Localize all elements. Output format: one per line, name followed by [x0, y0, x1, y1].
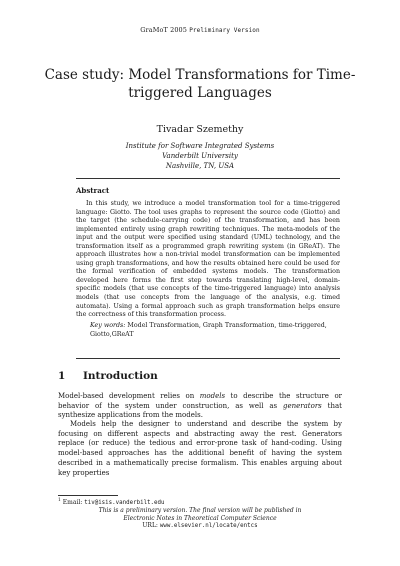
abstract-text: In this study, we introduce a model transformation tool for a time-triggered language: Giotto. The tool uses graphs to represent the source code (Giotto) and the target (the schedule-carrying code) of the transformation, and has been implemented entirely using graph rewriting techniques. The meta-models of the input and the output were specified using standard (UML) technology, and the transformation itself as a programmed graph rewriting system (in GReAT). The approach illustrates how a non-trivial model transformation can be implemented using graph transformations, and how the results obtained here could be used for the formal verification of embedded systems models. The transformation developed here forms the first step towards translating high-level, domain-specific models (that use concepts of the time-triggered language) into analysis models (that use concepts from the language of the analysis, e.g. timed automata). Using a formal approach such as graph transformation helps ensure the correctness of this transformation process.: [76, 200, 340, 319]
preliminary-note: [0, 507, 400, 531]
section-heading: [58, 370, 158, 382]
p1-emphasis-generators: generators: [283, 401, 322, 410]
footnote: [58, 498, 165, 506]
keywords-value: Model Transformation, Graph Transformation, time-triggered, Giotto,GReAT: [90, 322, 327, 338]
paper-title: Case study: Model Transformations for Time-triggered Languages: [44, 67, 356, 101]
paragraph-2: Models help the designer to understand and describe the system by focusing on different aspects and abstracting away the rest. Generators replace (or reduce) the tedious and error-prone task of hand-coding. Using model-based approaches has the additional benefit of having the system described in a mathematically precise formalism. This enables arguing about key properties: [58, 420, 342, 477]
author-name: Tivadar Szemethy: [156, 124, 244, 135]
p1-text-c: that synthesize applications from the models.: [58, 401, 342, 420]
version-label: Preliminary Version: [189, 27, 260, 34]
location: Nashville, TN, USA: [165, 162, 235, 170]
paragraph-1: [58, 392, 342, 421]
footnote-rule: [58, 495, 118, 496]
footnote-mark: 1: [58, 498, 61, 503]
section-number: 1: [58, 370, 66, 382]
prelim-line-1: This is a preliminary version. The final version will be published in: [98, 507, 302, 514]
venue-label: GraMoT 2005: [140, 26, 188, 34]
abstract-top-rule: [76, 178, 340, 179]
footnote-label: Email:: [62, 499, 83, 506]
running-head: [0, 26, 400, 34]
p1-emphasis-models: models: [199, 392, 226, 400]
institute: Institute for Software Integrated Systems: [125, 142, 275, 150]
prelim-url: www.elsevier.nl/locate/entcs: [159, 523, 258, 530]
prelim-line-2: Electronic Notes in Theoretical Computer Science: [123, 514, 277, 522]
section-title: Introduction: [82, 370, 158, 382]
keywords: [90, 322, 340, 339]
footnote-email: tiv@isis.vanderbilt.edu: [84, 500, 165, 506]
affiliation: [0, 141, 400, 171]
abstract-heading: Abstract: [76, 186, 110, 195]
abstract-bottom-rule: [76, 358, 340, 359]
prelim-url-line: [0, 522, 400, 531]
prelim-url-label: URL:: [142, 522, 158, 530]
university: Vanderbilt University: [162, 152, 238, 160]
keywords-label: Key words:: [90, 322, 126, 329]
p1-text-b: to describe the structure or behavior of the system under construction, as well as: [58, 392, 343, 410]
p1-text-a: Model-based development relies on: [58, 392, 200, 400]
